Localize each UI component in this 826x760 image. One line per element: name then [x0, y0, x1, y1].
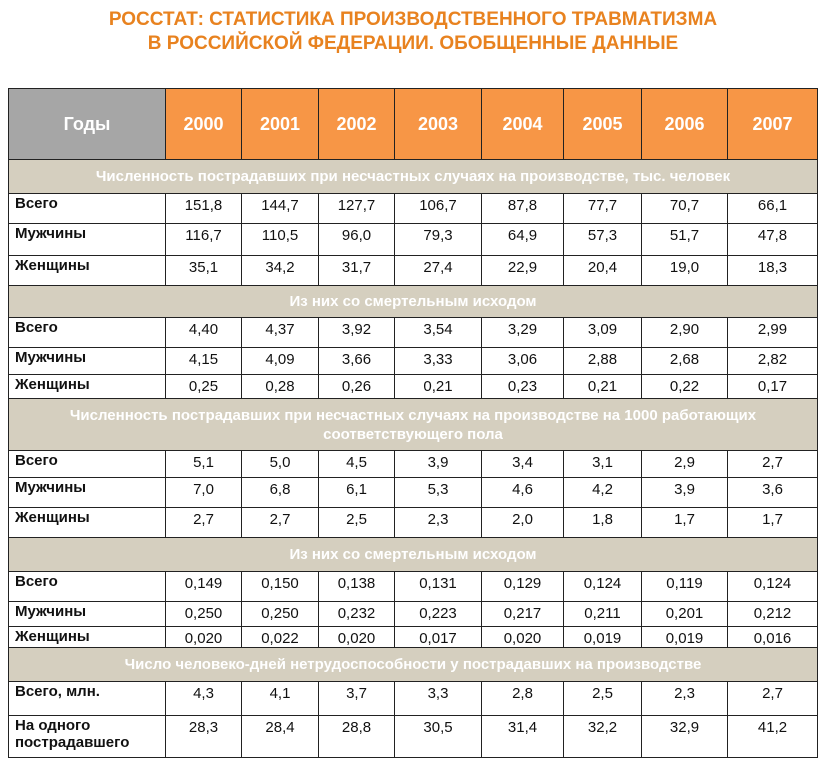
row-label: Всего [9, 194, 166, 224]
table-cell: 3,33 [395, 348, 482, 375]
section-header-row [9, 286, 818, 318]
table-cell: 0,201 [642, 602, 728, 627]
table-cell: 66,1 [728, 194, 818, 224]
row-label: Всего [9, 572, 166, 602]
table-cell: 0,020 [166, 627, 242, 648]
row-label: Всего, млн. [9, 682, 166, 716]
table-cell: 0,22 [642, 375, 728, 399]
table-cell: 6,1 [319, 478, 395, 508]
table-cell: 2,7 [242, 508, 319, 538]
table-cell: 47,8 [728, 224, 818, 256]
table-cell: 96,0 [319, 224, 395, 256]
table-cell: 0,119 [642, 572, 728, 602]
section-title-line-2: соответствующего пола [323, 425, 503, 443]
table-cell: 2,68 [642, 348, 728, 375]
year-header: 2007 [728, 89, 818, 160]
table-cell: 2,88 [564, 348, 642, 375]
table-cell: 3,6 [728, 478, 818, 508]
table-cell: 4,2 [564, 478, 642, 508]
table-cell: 2,7 [728, 451, 818, 478]
table-cell: 4,6 [482, 478, 564, 508]
row-label [9, 716, 166, 758]
table-cell: 144,7 [242, 194, 319, 224]
table-cell: 6,8 [242, 478, 319, 508]
table-cell: 28,8 [319, 716, 395, 758]
table-cell: 0,211 [564, 602, 642, 627]
table-cell: 2,82 [728, 348, 818, 375]
table-cell: 0,212 [728, 602, 818, 627]
year-header: 2005 [564, 89, 642, 160]
table-cell: 4,09 [242, 348, 319, 375]
table-cell: 1,7 [728, 508, 818, 538]
year-header: 2000 [166, 89, 242, 160]
row-label: Всего [9, 318, 166, 348]
table-cell: 3,09 [564, 318, 642, 348]
row-label: Мужчины [9, 478, 166, 508]
table-cell: 2,5 [319, 508, 395, 538]
table-cell: 4,1 [242, 682, 319, 716]
table-row [9, 224, 818, 256]
table-cell: 3,06 [482, 348, 564, 375]
table-cell: 0,25 [166, 375, 242, 399]
table-cell: 0,217 [482, 602, 564, 627]
table-row [9, 478, 818, 508]
row-label-line-1: На одного [15, 717, 91, 734]
table-cell: 0,019 [564, 627, 642, 648]
table-cell: 35,1 [166, 256, 242, 286]
table-row [9, 682, 818, 716]
table-cell: 28,4 [242, 716, 319, 758]
table-row [9, 256, 818, 286]
table-cell: 3,9 [395, 451, 482, 478]
page-title-line-2: В РОССИЙСКОЙ ФЕДЕРАЦИИ. ОБОБЩЕННЫЕ ДАННЫЕ [147, 33, 679, 54]
table-row [9, 375, 818, 399]
injury-statistics-table [8, 88, 818, 758]
table-cell: 0,124 [728, 572, 818, 602]
year-header: 2002 [319, 89, 395, 160]
table-cell: 1,7 [642, 508, 728, 538]
section-title: Число человеко-дней нетрудоспособности у пострадавших на производстве [9, 648, 818, 682]
table-row [9, 348, 818, 375]
table-cell: 32,9 [642, 716, 728, 758]
table-cell: 31,7 [319, 256, 395, 286]
table-cell: 0,250 [166, 602, 242, 627]
table-cell: 28,3 [166, 716, 242, 758]
section-header-row [9, 160, 818, 194]
table-row [9, 602, 818, 627]
row-label-line-2: пострадавшего [15, 734, 130, 751]
table-cell: 2,7 [728, 682, 818, 716]
row-label: Женщины [9, 256, 166, 286]
table-cell: 77,7 [564, 194, 642, 224]
table-cell: 20,4 [564, 256, 642, 286]
table-cell: 31,4 [482, 716, 564, 758]
year-header: 2006 [642, 89, 728, 160]
section-title [9, 399, 818, 451]
row-label: Всего [9, 451, 166, 478]
table-cell: 19,0 [642, 256, 728, 286]
section-title: Из них со смертельным исходом [9, 538, 818, 572]
year-header: 2003 [395, 89, 482, 160]
table-cell: 0,131 [395, 572, 482, 602]
table-cell: 0,21 [564, 375, 642, 399]
table-cell: 4,40 [166, 318, 242, 348]
table-cell: 0,150 [242, 572, 319, 602]
table-cell: 3,66 [319, 348, 395, 375]
table-cell: 0,020 [319, 627, 395, 648]
table-cell: 5,1 [166, 451, 242, 478]
table-cell: 0,21 [395, 375, 482, 399]
table-cell: 0,020 [482, 627, 564, 648]
row-label: Женщины [9, 627, 166, 648]
table-cell: 151,8 [166, 194, 242, 224]
table-cell: 3,29 [482, 318, 564, 348]
section-title: Из них со смертельным исходом [9, 286, 818, 318]
table-cell: 2,3 [395, 508, 482, 538]
table-row [9, 508, 818, 538]
table-cell: 0,232 [319, 602, 395, 627]
table-cell: 4,5 [319, 451, 395, 478]
table-cell: 7,0 [166, 478, 242, 508]
table-cell: 0,223 [395, 602, 482, 627]
table-row [9, 318, 818, 348]
table-cell: 64,9 [482, 224, 564, 256]
table-cell: 0,022 [242, 627, 319, 648]
header-row [9, 89, 818, 160]
table-cell: 5,3 [395, 478, 482, 508]
table-cell: 106,7 [395, 194, 482, 224]
years-header: Годы [9, 89, 166, 160]
table-cell: 3,3 [395, 682, 482, 716]
table-cell: 2,9 [642, 451, 728, 478]
table-cell: 2,8 [482, 682, 564, 716]
table-cell: 0,129 [482, 572, 564, 602]
table-cell: 3,1 [564, 451, 642, 478]
table-row [9, 194, 818, 224]
year-header: 2001 [242, 89, 319, 160]
table-cell: 2,3 [642, 682, 728, 716]
table-cell: 3,54 [395, 318, 482, 348]
table-cell: 2,90 [642, 318, 728, 348]
table-cell: 18,3 [728, 256, 818, 286]
row-label: Мужчины [9, 602, 166, 627]
table-cell: 0,149 [166, 572, 242, 602]
table-cell: 4,15 [166, 348, 242, 375]
table-cell: 0,26 [319, 375, 395, 399]
table-row [9, 451, 818, 478]
row-label: Женщины [9, 508, 166, 538]
table-cell: 3,4 [482, 451, 564, 478]
table-row [9, 716, 818, 758]
table-cell: 79,3 [395, 224, 482, 256]
table-cell: 4,37 [242, 318, 319, 348]
table-cell: 22,9 [482, 256, 564, 286]
table-cell: 2,5 [564, 682, 642, 716]
table-cell: 0,23 [482, 375, 564, 399]
table-row [9, 572, 818, 602]
table-cell: 0,17 [728, 375, 818, 399]
page-title [0, 8, 826, 56]
table-cell: 5,0 [242, 451, 319, 478]
table-cell: 30,5 [395, 716, 482, 758]
table-cell: 87,8 [482, 194, 564, 224]
table-cell: 4,3 [166, 682, 242, 716]
row-label: Мужчины [9, 224, 166, 256]
table-cell: 27,4 [395, 256, 482, 286]
table-cell: 57,3 [564, 224, 642, 256]
row-label: Женщины [9, 375, 166, 399]
table-cell: 32,2 [564, 716, 642, 758]
table-cell: 127,7 [319, 194, 395, 224]
table-cell: 2,99 [728, 318, 818, 348]
section-header-row [9, 648, 818, 682]
table-row [9, 627, 818, 648]
table-cell: 0,019 [642, 627, 728, 648]
table-cell: 41,2 [728, 716, 818, 758]
section-title-line-1: Численность пострадавших при несчастных случаях на производстве на 1000 работающих [69, 406, 757, 424]
section-title: Численность пострадавших при несчастных случаях на производстве, тыс. человек [9, 160, 818, 194]
table-cell: 0,138 [319, 572, 395, 602]
table-cell: 2,7 [166, 508, 242, 538]
page-title-line-1: РОССТАТ: СТАТИСТИКА ПРОИЗВОДСТВЕННОГО ТРАВМАТИЗМА [108, 9, 718, 30]
section-header-row [9, 399, 818, 451]
row-label: Мужчины [9, 348, 166, 375]
table-cell: 1,8 [564, 508, 642, 538]
table-cell: 3,7 [319, 682, 395, 716]
table-cell: 3,92 [319, 318, 395, 348]
table-cell: 0,016 [728, 627, 818, 648]
table-cell: 34,2 [242, 256, 319, 286]
table-cell: 0,017 [395, 627, 482, 648]
table-cell: 116,7 [166, 224, 242, 256]
table-cell: 0,250 [242, 602, 319, 627]
table-cell: 2,0 [482, 508, 564, 538]
table-cell: 70,7 [642, 194, 728, 224]
section-header-row [9, 538, 818, 572]
table-cell: 0,124 [564, 572, 642, 602]
table-cell: 3,9 [642, 478, 728, 508]
table-cell: 51,7 [642, 224, 728, 256]
year-header: 2004 [482, 89, 564, 160]
table-cell: 110,5 [242, 224, 319, 256]
table-cell: 0,28 [242, 375, 319, 399]
